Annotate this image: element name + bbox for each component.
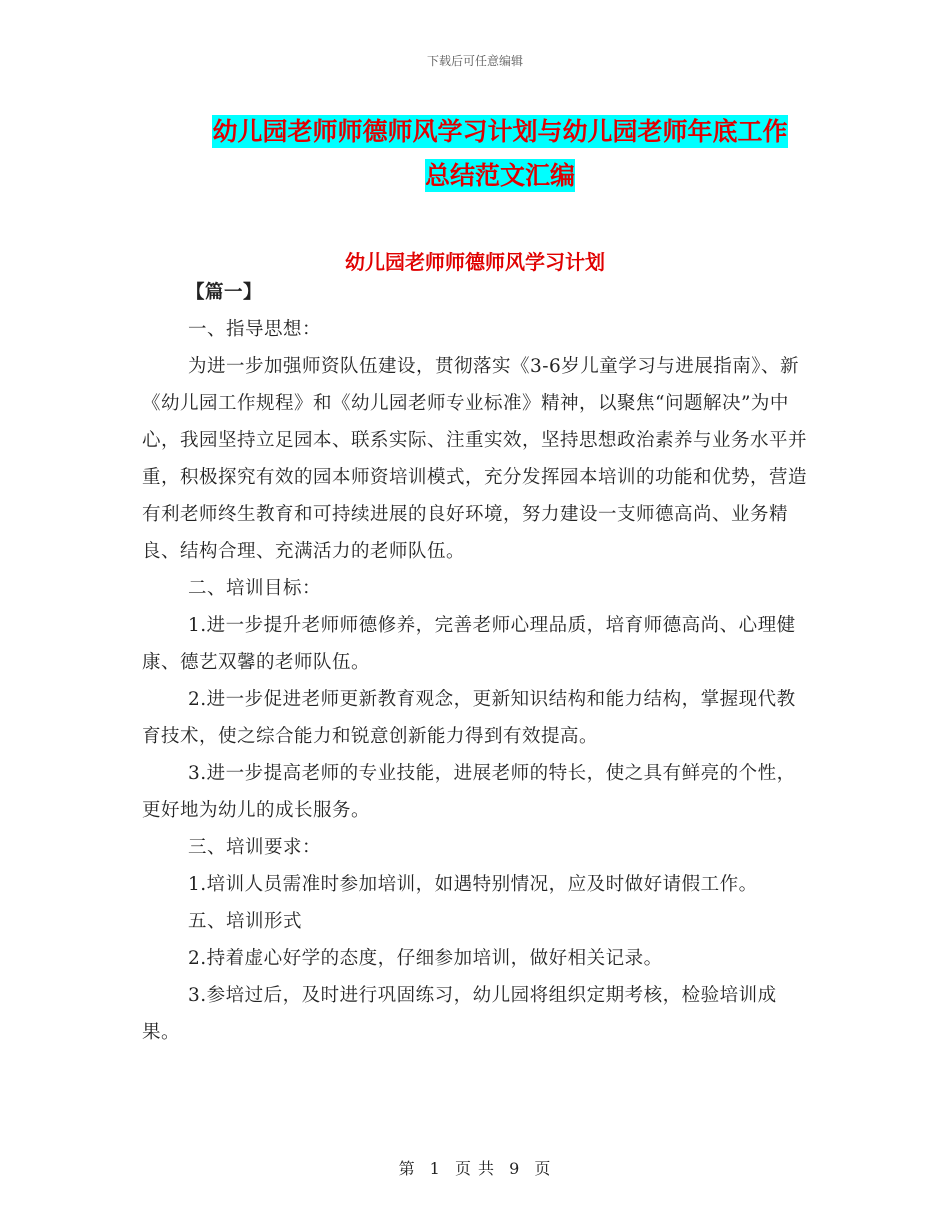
format-item-3: 3.参培过后，及时进行巩固练习，幼儿园将组织定期考核，检验培训成果。 <box>142 985 777 1043</box>
footer-prefix: 第 <box>398 1159 416 1178</box>
part-label: 【篇一】 <box>186 282 263 303</box>
document-title <box>140 110 860 198</box>
footer-middle: 页 共 <box>454 1159 496 1178</box>
goal-item-1: 1.进一步提升老师师德修养，完善老师心理品质，培育师德高尚、心理健康、德艺双馨的老师队伍。 <box>142 615 796 673</box>
heading-training-goals: 二、培训目标： <box>188 578 322 599</box>
section-title: 幼儿园老师师德师风学习计划 <box>345 250 605 274</box>
goal-item-3: 3.进一步提高老师的专业技能，进展老师的特长，使之具有鲜亮的个性，更好地为幼儿的成长服务。 <box>142 763 796 821</box>
requirement-item-1: 1.培训人员需准时参加培训，如遇特别情况，应及时做好请假工作。 <box>188 874 758 895</box>
goal-item-2: 2.进一步促进老师更新教育观念，更新知识结构和能力结构，掌握现代教育技术，使之综合能力和锐意创新能力得到有效提高。 <box>142 689 796 747</box>
format-item-2: 2.持着虚心好学的态度，仔细参加培训，做好相关记录。 <box>188 948 663 969</box>
footer-suffix: 页 <box>534 1159 552 1178</box>
header-note: 下载后可任意编辑 <box>426 54 523 68</box>
heading-training-requirements: 三、培训要求： <box>188 837 322 858</box>
title-line-1: 幼儿园老师师德师风学习计划与幼儿园老师年底工作 <box>212 117 788 146</box>
footer-current-page: 1 <box>429 1159 441 1178</box>
page-footer <box>0 1156 950 1179</box>
document-body <box>142 274 812 1051</box>
paragraph-guiding-ideology: 为进一步加强师资队伍建设，贯彻落实《3-6岁儿童学习与进展指南》、新《幼儿园工作规程》和《幼儿园老师专业标准》精神，以聚焦“问题解决”为中心，我园坚持立足园本、联系实际、注重实效，坚持思想政治素养与业务水平并重，积极探究有效的园本师资培训模式，充分发挥园本培训的功能和优势，营造有利老师终生教育和可持续进展的良好环境，努力建设一支师德高尚、业务精良、结构合理、充满活力的老师队伍。 <box>142 356 808 562</box>
footer-total-pages: 9 <box>509 1159 521 1178</box>
title-line-2: 总结范文汇编 <box>424 161 575 190</box>
heading-training-format: 五、培训形式 <box>188 911 303 932</box>
heading-guiding-ideology: 一、指导思想： <box>188 319 322 340</box>
